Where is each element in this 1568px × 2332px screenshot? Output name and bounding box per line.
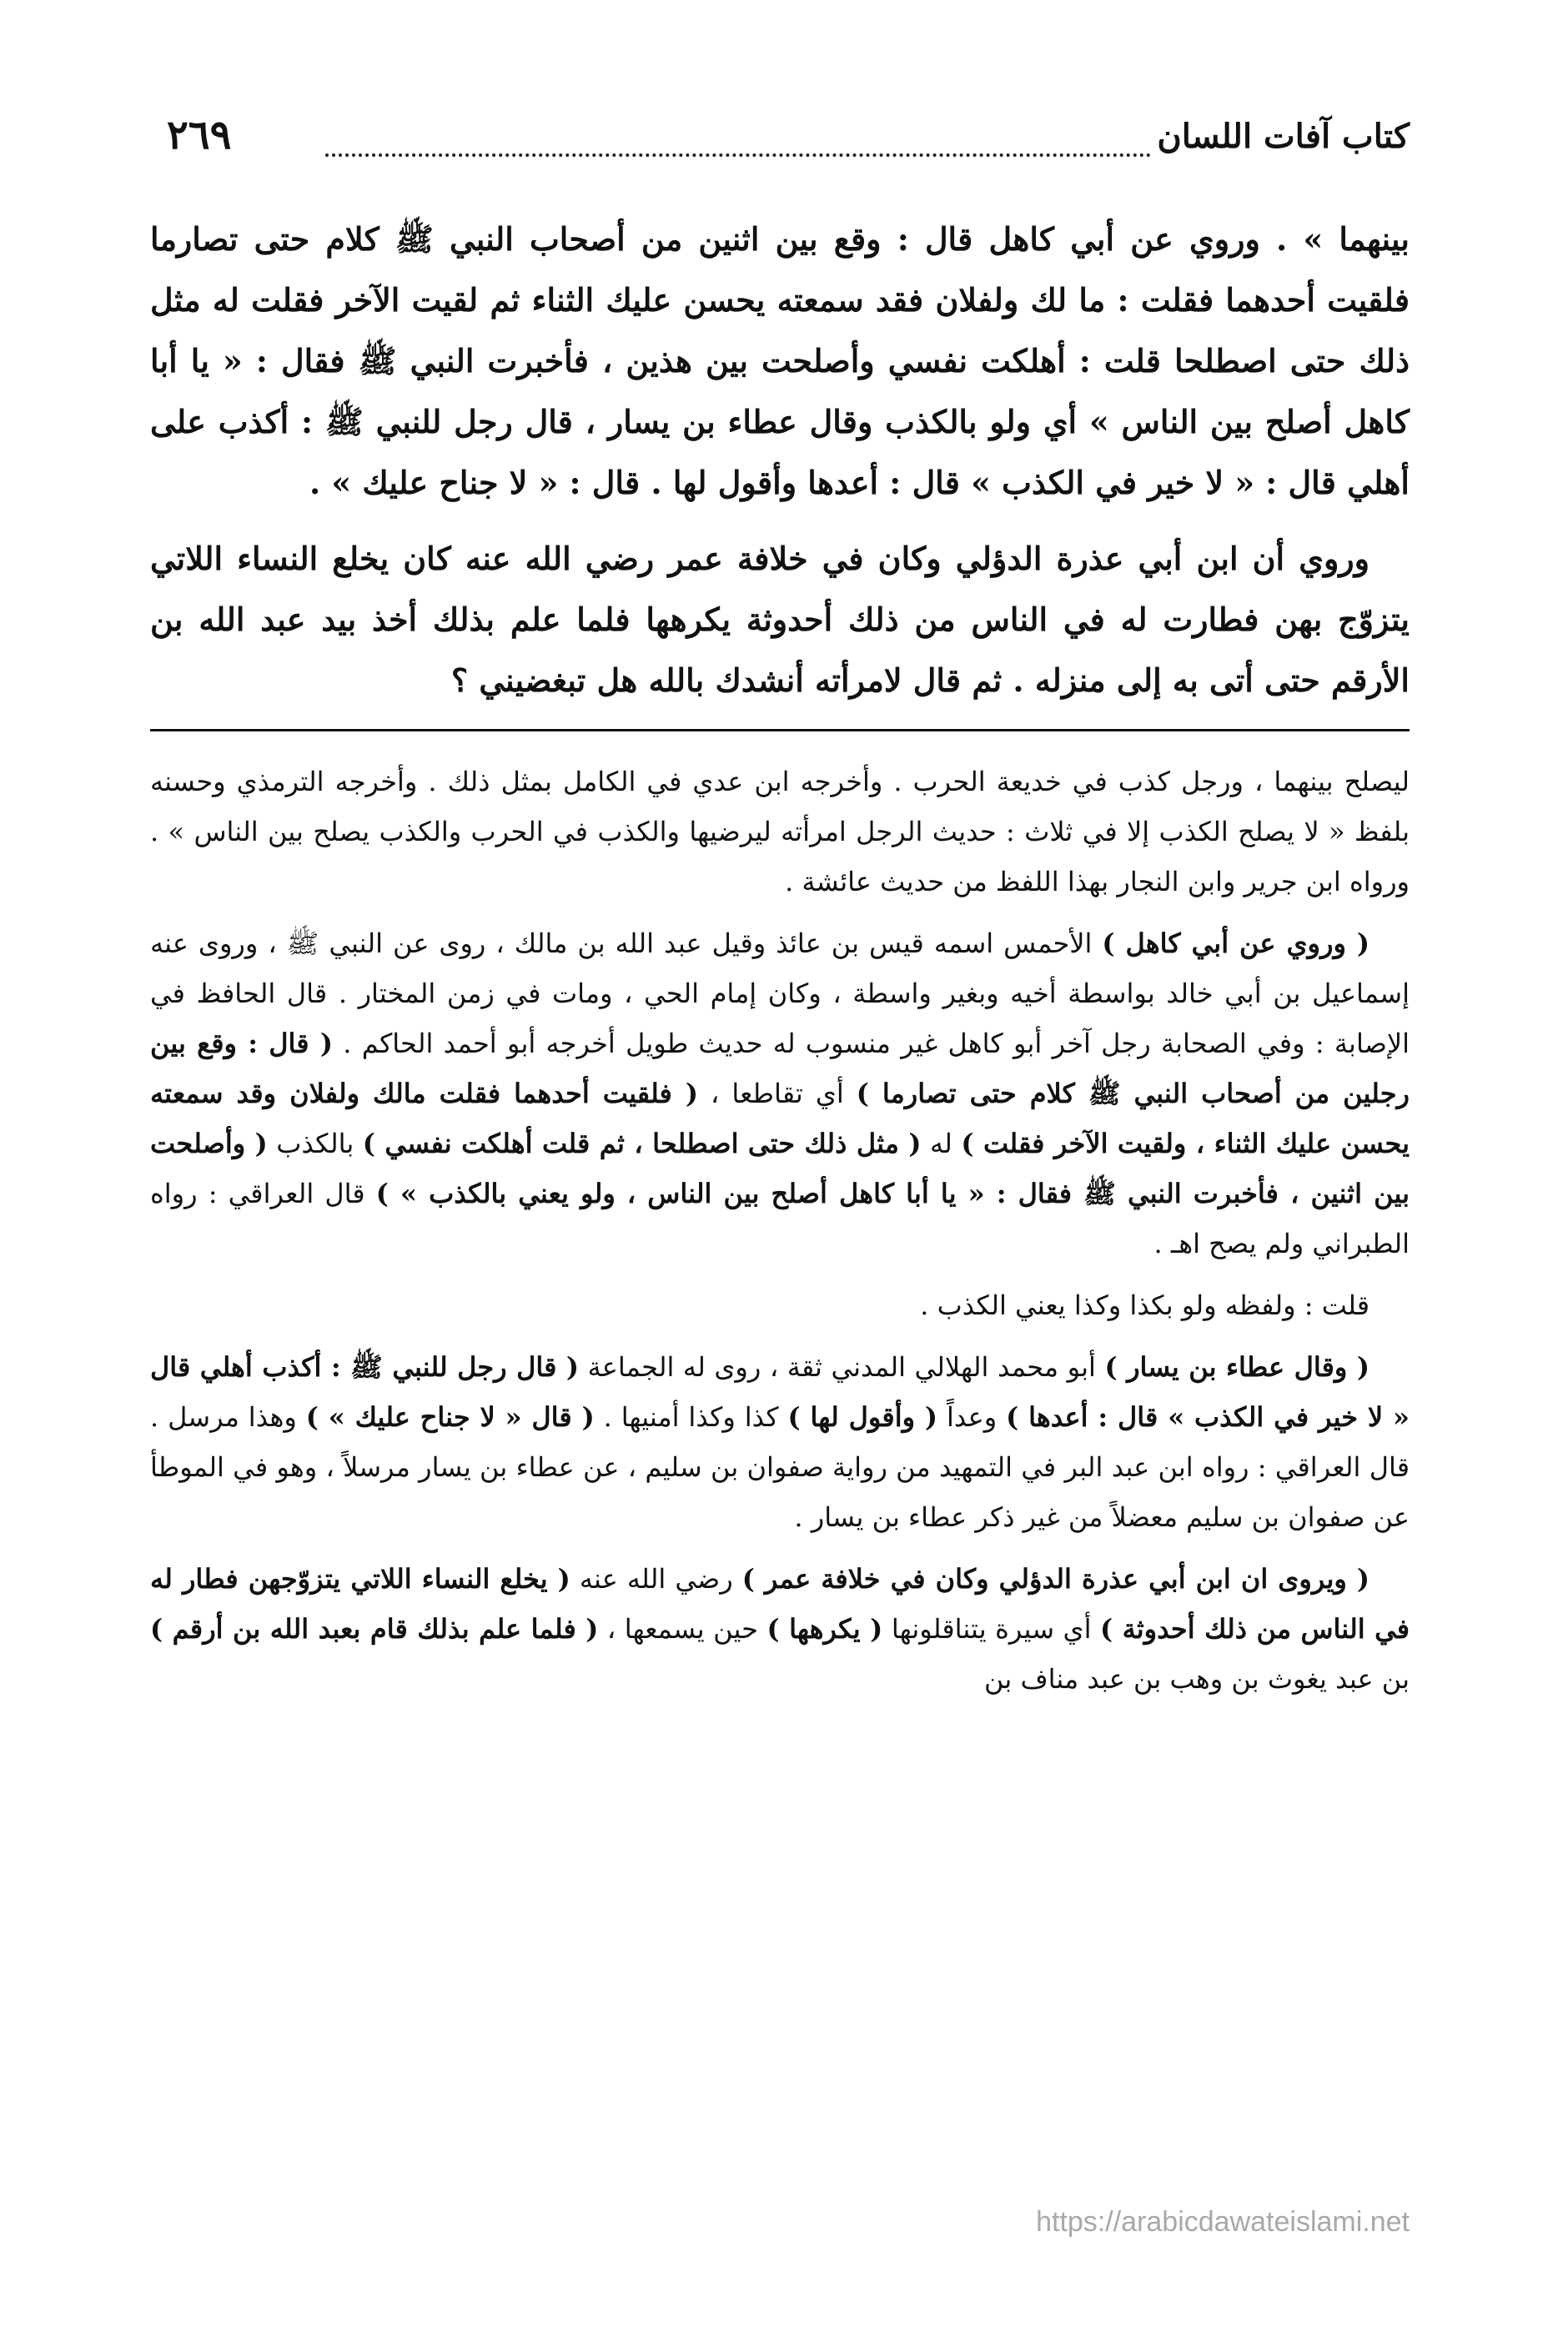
commentary-paragraph-4: [150, 1342, 1410, 1542]
commentary-paragraph-5: [150, 1554, 1410, 1704]
page-number: ٢٦٩: [167, 112, 232, 158]
commentary-text: حين يسمعها ،: [598, 1613, 767, 1645]
commentary-text: بالكذب: [267, 1128, 363, 1159]
quoted-text: ( وقال عطاء بن يسار ): [1104, 1351, 1370, 1383]
running-title: كتاب آفات اللسان: [1157, 117, 1410, 156]
commentary-text: الأحمس اسمه قيس بن عائذ وقيل عبد الله بن مالك ، روى عن النبي ﷺ ، وروى عنه إسماعيل بن أبي خالد بواسطة أخيه وبغير واسطة ، وكان إمام الحي ، ومات في زمن المختار . قال الحافظ في الإصابة : وفي الصحابة رجل آخر أبو كاهل غير منسوب له حديث طويل أخرجه أبو أحمد الحاكم .: [150, 927, 1410, 1059]
main-paragraph-2: وروي أن ابن أبي عذرة الدؤلي وكان في خلافة عمر رضي الله عنه كان يخلع النساء اللاتي يتزوّج بهن فطارت له في الناس من ذلك أحدوثة يكرهها فلما علم بذلك أخذ بيد عبد الله بن الأرقم حتى أتى به إلى منزله . ثم قال لامرأته أنشدك بالله هل تبغضيني ؟: [150, 540, 1410, 699]
main-paragraph-1: بينهما » . وروي عن أبي كاهل قال : وقع بين اثنين من أصحاب النبي ﷺ كلام حتى تصارما فلقيت أحدهما فقلت : ما لك ولفلان فقد سمعته يحسن عليك الثناء ثم لقيت الآخر فقلت له مثل ذلك حتى اصطلحا قلت : أهلكت نفسي وأصلحت بين هذين ، فأخبرت النبي ﷺ فقال : « يا أبا كاهل أصلح بين الناس » أي ولو بالكذب وقال عطاء بن يسار ، قال رجل للنبي ﷺ : أكذب على أهلي قال : « لا خير في الكذب » قال : أعدها وأقول لها . قال : « لا جناح عليك » .: [150, 220, 1410, 501]
footnote-divider: [150, 729, 1410, 731]
commentary-paragraph-3: قلت : ولفظه ولو بكذا وكذا يعني الكذب .: [920, 1289, 1369, 1321]
quoted-text: ( وأقول لها ): [787, 1401, 938, 1433]
commentary-text: وهذا مرسل . قال العراقي : رواه ابن عبد البر في التمهيد من رواية صفوان بن سليم ، عن عطاء بن يسار مرسلاً ، وهو في الموطأ عن صفوان بن سليم معضلاً من غير ذكر عطاء بن يسار .: [150, 1401, 1410, 1533]
commentary-text: أي تقاطعا ،: [697, 1078, 857, 1109]
quoted-text: ( قال رجل للنبي ﷺ : أكذب أهلي قال « لا خير في الكذب » قال : أعدها ): [150, 1351, 1410, 1433]
commentary: [150, 756, 1410, 1704]
page-header: [150, 112, 1410, 183]
commentary-text: أي سيرة يتناقلونها: [882, 1613, 1100, 1645]
quoted-text: ( وروي عن أبي كاهل ): [1102, 927, 1370, 959]
commentary-text: رضي الله عنه: [570, 1563, 742, 1595]
main-text: [150, 209, 1410, 711]
commentary-paragraph-2: [150, 918, 1410, 1269]
commentary-text: بن عبد يغوث بن وهب بن عبد مناف بن: [984, 1663, 1410, 1695]
quoted-text: ( يكرهها ): [766, 1613, 883, 1645]
quoted-text: ( فلما علم بذلك قام بعبد الله بن أرقم ): [150, 1613, 599, 1645]
commentary-text: أبو محمد الهلالي المدني ثقة ، روى له الجماعة: [579, 1351, 1105, 1383]
commentary-paragraph-1: ليصلح بينهما ، ورجل كذب في خديعة الحرب . وأخرجه ابن عدي في الكامل بمثل ذلك . وأخرجه الترمذي وحسنه بلفظ « لا يصلح الكذب إلا في ثلاث : حديث الرجل امرأته ليرضيها والكذب في الحرب والكذب يصلح بين الناس » . ورواه ابن جرير وابن النجار بهذا اللفظ من حديث عائشة .: [150, 766, 1410, 897]
quoted-text: ( ويروى ان ابن أبي عذرة الدؤلي وكان في خلافة عمر ): [741, 1563, 1370, 1595]
quoted-text: ( قال « لا جناح عليك » ): [305, 1401, 595, 1433]
quoted-text: ( فلقيت أحدهما فقلت مالك ولفلان وقد سمعته يحسن عليك الثناء ، ولقيت الآخر فقلت ): [150, 1078, 1410, 1159]
commentary-text: كذا وكذا أمنيها .: [594, 1401, 788, 1433]
quoted-text: ( يخلع النساء اللاتي يتزوّجهن فطار له في الناس من ذلك أحدوثة ): [150, 1563, 1410, 1645]
quoted-text: ( مثل ذلك حتى اصطلحا ، ثم قلت أهلكت نفسي ): [362, 1128, 922, 1159]
commentary-text: له: [921, 1128, 962, 1159]
book-page: [150, 112, 1410, 1709]
quoted-text: ( قال : وقع بين رجلين من أصحاب النبي ﷺ كلام حتى تصارما ): [150, 1028, 1410, 1109]
commentary-text: قال العراقي : رواه الطبراني ولم يصح اهـ .: [150, 1178, 1410, 1259]
header-dotted-leader: [325, 153, 1151, 157]
quoted-text: ( وأصلحت بين اثنين ، فأخبرت النبي ﷺ فقال : « يا أبا كاهل أصلح بين الناس ، ولو يعني بالكذب » ): [150, 1128, 1410, 1209]
watermark-url: https://arabicdawateislami.net: [1036, 2206, 1410, 2238]
commentary-text: وعداً: [937, 1401, 1007, 1433]
